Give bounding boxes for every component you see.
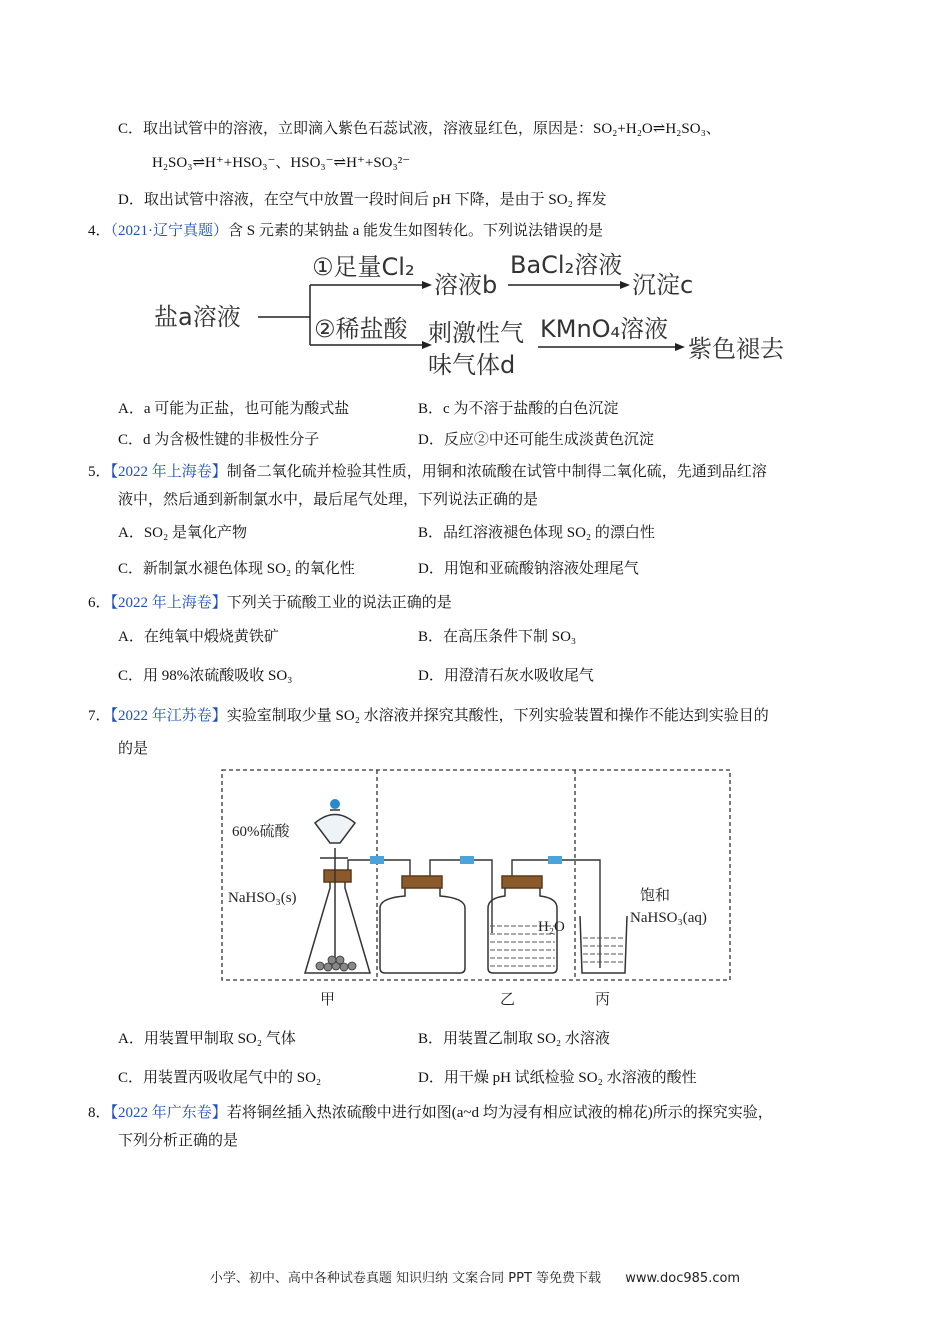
question-stem: 含 S 元素的某钠盐 a 能发生如图转化。下列说法错误的是 xyxy=(228,223,604,239)
question-number: 8． xyxy=(88,1105,111,1121)
question-6 xyxy=(88,591,452,612)
solid-particle xyxy=(328,956,336,964)
question-4 xyxy=(88,219,603,240)
beaker xyxy=(580,916,627,973)
footer-url[interactable]: www.doc985.com xyxy=(625,1271,741,1286)
separatory-funnel xyxy=(315,815,355,844)
q3-option-c-line1: C．取出试管中的溶液，立即滴入紫色石蕊试液，溶液显红色，原因是：SO₂+H₂O⇌H₂SO₃、 xyxy=(118,121,721,137)
tube-valve xyxy=(460,856,474,864)
q7-option-c: C．用装置丙吸收尾气中的 SO₂ xyxy=(118,1070,322,1086)
step2b-label: KMnO₄溶液 xyxy=(540,315,669,343)
q7-option-b: B．用装置乙制取 SO₂ 水溶液 xyxy=(418,1031,610,1047)
part-bing-label: 丙 xyxy=(595,992,611,1008)
solid-particle xyxy=(348,962,356,970)
step1b-label: BaCl₂溶液 xyxy=(510,251,623,279)
q4-option-d: D．反应②中还可能生成淡黄色沉淀 xyxy=(418,432,654,448)
question-number: 5． xyxy=(88,464,111,480)
q5-option-a: A．SO₂ 是氧化产物 xyxy=(118,525,247,541)
q7-option-d: D．用干燥 pH 试纸检验 SO₂ 水溶液的酸性 xyxy=(418,1070,697,1086)
question-7-stem-line2: 的是 xyxy=(118,741,149,757)
q5-option-c: C．新制氯水褪色体现 SO₂ 的氧化性 xyxy=(118,561,355,577)
part-jia-label: 甲 xyxy=(320,992,336,1008)
gas-bottle-empty xyxy=(380,888,465,973)
q4-option-a: A．a 可能为正盐，也可能为酸式盐 xyxy=(118,401,350,417)
question-number: 4． xyxy=(88,223,111,239)
arrow-head xyxy=(422,281,432,289)
question-source: 【2022 年江苏卷】 xyxy=(110,708,227,724)
flask-stopper xyxy=(324,870,351,882)
q4-option-b: B．c 为不溶于盐酸的白色沉淀 xyxy=(418,401,619,417)
apparatus-diagram xyxy=(220,768,735,1013)
funnel-stopper xyxy=(330,799,340,809)
q5-option-d: D．用饱和亚硫酸钠溶液处理尾气 xyxy=(418,561,639,577)
question-number: 7． xyxy=(88,708,111,724)
question-stem-line1: 实验室制取少量 SO₂ 水溶液并探究其酸性，下列实验装置和操作不能达到实验目的 xyxy=(226,708,769,724)
question-source: （2021·辽宁真题） xyxy=(110,223,229,239)
conversion-diagram xyxy=(150,245,810,380)
question-5-stem-line2: 液中，然后通到新制氯水中，最后尾气处理，下列说法正确的是 xyxy=(118,492,539,508)
salt-a-label: 盐a溶液 xyxy=(154,303,241,331)
footer-text: 小学、初中、高中各种试卷真题 知识归纳 文案合同 PPT 等免费下载 xyxy=(209,1271,602,1286)
q6-option-b: B．在高压条件下制 SO₃ xyxy=(418,629,577,645)
purple-fades-label: 紫色褪去 xyxy=(688,335,784,363)
saturated-label-line1: 饱和 xyxy=(640,888,671,904)
arrow-head xyxy=(675,343,685,351)
question-stem-line1: 制备二氧化硫并检验其性质，用铜和浓硫酸在试管中制得二氧化硫，先通到品红溶 xyxy=(226,464,767,480)
page-footer xyxy=(0,1267,950,1286)
arrow-head xyxy=(620,281,630,289)
q3-option-c-line2: H₂SO₃⇌H⁺+HSO₃⁻、HSO₃⁻⇌H⁺+SO₃²⁻ xyxy=(152,155,411,171)
tube-valve xyxy=(370,856,384,864)
q6-option-d: D．用澄清石灰水吸收尾气 xyxy=(418,668,594,684)
q3-option-d: D．取出试管中溶液，在空气中放置一段时间后 pH 下降，是由于 SO₂ 挥发 xyxy=(118,192,607,208)
solution-b-label: 溶液b xyxy=(434,271,498,299)
bottle-stopper xyxy=(402,876,442,888)
question-stem: 下列关于硫酸工业的说法正确的是 xyxy=(226,595,452,611)
precipitate-c-label: 沉淀c xyxy=(632,271,694,299)
question-5 xyxy=(88,460,767,481)
solid-particle xyxy=(316,962,324,970)
step1-label: ①足量Cl₂ xyxy=(312,253,415,281)
tube-valve xyxy=(548,856,562,864)
acid-label: 60%硫酸 xyxy=(232,824,290,840)
q4-option-c: C．d 为含极性键的非极性分子 xyxy=(118,432,320,448)
question-8-stem-line2: 下列分析正确的是 xyxy=(118,1133,239,1149)
question-stem-line1: 若将铜丝插入热浓硫酸中进行如图(a~d 均为浸有相应试液的棉花)所示的探究实验， xyxy=(226,1105,773,1121)
bottle-stopper xyxy=(502,876,542,888)
solid-label: NaHSO₃(s) xyxy=(228,890,297,906)
solid-particle xyxy=(336,956,344,964)
question-number: 6． xyxy=(88,595,111,611)
water-label: H₂O xyxy=(538,919,565,935)
saturated-label-line2: NaHSO₃(aq) xyxy=(630,910,707,926)
question-8 xyxy=(88,1101,773,1122)
q7-option-a: A．用装置甲制取 SO₂ 气体 xyxy=(118,1031,296,1047)
gas-d-label-line2: 味气体d xyxy=(428,351,516,379)
question-source: 【2022 年上海卷】 xyxy=(110,464,227,480)
q6-option-c: C．用 98%浓硫酸吸收 SO₃ xyxy=(118,668,293,684)
question-7 xyxy=(88,704,769,725)
part-yi-label: 乙 xyxy=(500,992,516,1008)
gas-d-label-line1: 刺激性气 xyxy=(428,319,524,347)
q6-option-a: A．在纯氧中煅烧黄铁矿 xyxy=(118,629,279,645)
q5-option-b: B．品红溶液褪色体现 SO₂ 的漂白性 xyxy=(418,525,655,541)
question-source: 【2022 年广东卷】 xyxy=(110,1105,227,1121)
apparatus-frame xyxy=(222,770,730,980)
question-source: 【2022 年上海卷】 xyxy=(110,595,227,611)
step2-label: ②稀盐酸 xyxy=(314,315,408,343)
